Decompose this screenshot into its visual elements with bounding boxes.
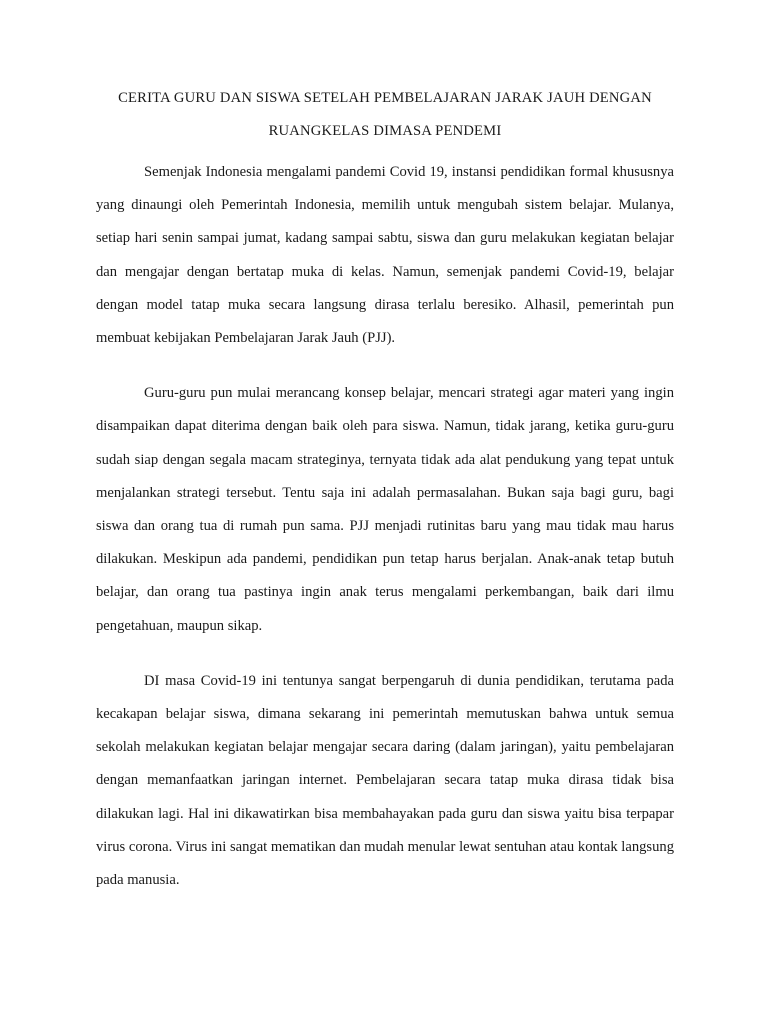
- title-line-2: RUANGKELAS DIMASA PENDEMI: [268, 123, 502, 139]
- paragraph-2: Guru-guru pun mulai merancang konsep belajar, mencari strategi agar materi yang ingin disampaikan dapat diterima dengan baik oleh para siswa. Namun, tidak jarang, ketika guru-guru sudah siap dengan segala macam strateginya, ternyata tidak ada alat pendukung yang tepat untuk menjalankan strategi tersebut. Tentu saja ini adalah permasalahan. Bukan saja bagi guru, bagi siswa dan orang tua di rumah pun sama. PJJ menjadi rutinitas baru yang mau tidak mau harus dilakukan. Meskipun ada pandemi, pendidikan pun tetap harus berjalan. Anak-anak tetap butuh belajar, dan orang tua pastinya ingin anak terus mengalami perkembangan, baik dari ilmu pengetahuan, maupun sikap.: [96, 385, 674, 634]
- title-line-1: CERITA GURU DAN SISWA SETELAH PEMBELAJARAN JARAK JAUH DENGAN: [118, 90, 652, 106]
- document-page: [96, 82, 674, 919]
- paragraph-3: DI masa Covid-19 ini tentunya sangat berpengaruh di dunia pendidikan, terutama pada kecakapan belajar siswa, dimana sekarang ini pemerintah memutuskan bahwa untuk semua sekolah melakukan kegiatan belajar mengajar secara daring (dalam jaringan), yaitu pembelajaran dengan memanfaatkan jaringan internet. Pembelajaran secara tatap muka dirasa tidak bisa dilakukan lagi. Hal ini dikawatirkan bisa membahayakan pada guru dan siswa yaitu bisa terpapar virus corona. Virus ini sangat mematikan dan mudah menular lewat sentuhan atau kontak langsung pada manusia.: [96, 672, 674, 889]
- document-title: [96, 82, 674, 148]
- paragraph-1: Semenjak Indonesia mengalami pandemi Covid 19, instansi pendidikan formal khususnya yang dinaungi oleh Pemerintah Indonesia, memilih untuk mengubah sistem belajar. Mulanya, setiap hari senin sampai jumat, kadang sampai sabtu, siswa dan guru melakukan kegiatan belajar dan mengajar dengan bertatap muka di kelas. Namun, semenjak pandemi Covid-19, belajar dengan model tatap muka secara langsung dirasa terlalu beresiko. Alhasil, pemerintah pun membuat kebijakan Pembelajaran Jarak Jauh (PJJ).: [96, 164, 674, 347]
